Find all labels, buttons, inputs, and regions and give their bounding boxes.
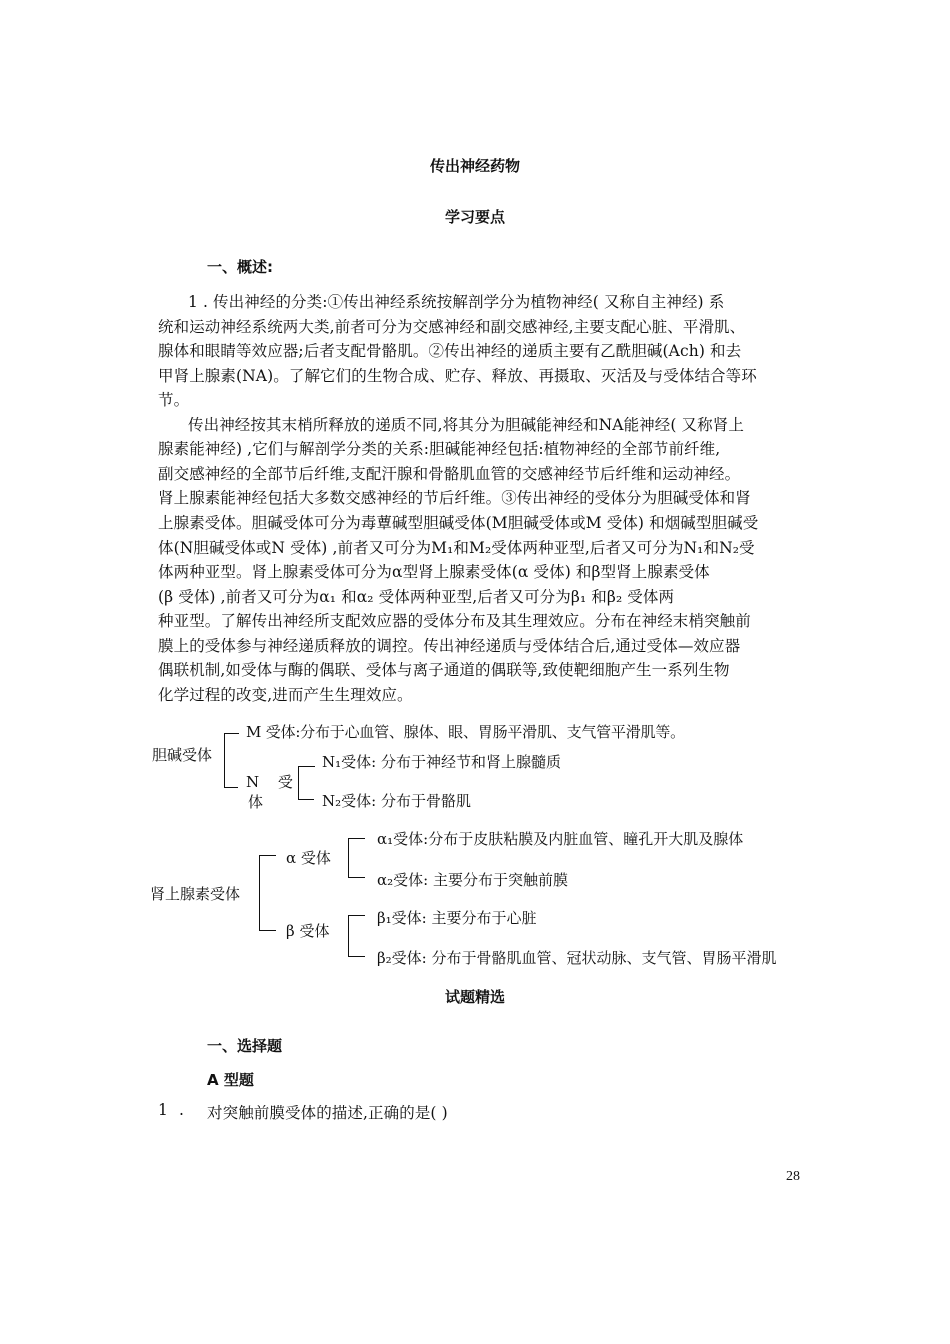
paragraph-line: 节。 [158,391,190,409]
paragraph-line: 体(N胆碱受体或N 受体) ,前者又可分为M₁和M₂受体两种亚型,后者又可分为N₁和N₂受 [158,539,755,557]
bracket-line [298,766,315,767]
m-receptor-label: M 受体:分布于心血管、腺体、眼、胃肠平滑肌、支气管平滑肌等。 [246,723,685,741]
paragraph-line: 偶联机制,如受体与酶的偶联、受体与离子通道的偶联等,致使靶细胞产生一系列生物 [158,661,730,679]
question-number: 1 . [158,1101,185,1119]
question-text: 对突触前膜受体的描述,正确的是( ) [207,1104,448,1122]
paragraph-line: 体两种亚型。肾上腺素受体可分为α型肾上腺素受体(α 受体) 和β型肾上腺素受体 [158,563,710,581]
choice-questions-heading: 一、选择题 [207,1037,283,1055]
n2-receptor-label: N₂受体: 分布于骨骼肌 [322,792,471,810]
n-receptor-label-top: N 受 [246,773,293,791]
bracket-line [259,930,276,931]
paragraph-line: 统和运动神经系统两大类,前者可分为交感神经和副交感神经,主要支配心脏、平滑肌、 [158,318,746,336]
paragraph-line: 传出神经按其末梢所释放的递质不同,将其分为胆碱能神经和NA能神经( 又称肾上 [188,416,744,434]
n-receptor-label-bottom: 体 [248,793,264,811]
bracket-line [224,733,239,734]
adrenergic-receptor-label: 肾上腺素受体 [150,885,241,903]
type-a-heading: A 型题 [207,1071,254,1089]
page-title: 传出神经药物 [429,157,520,175]
paragraph-line: 腺素能神经) ,它们与解剖学分类的关系:胆碱能神经包括:植物神经的全部节前纤维, [158,440,721,458]
page-number: 28 [786,1169,800,1184]
alpha2-receptor-label: α₂受体: 主要分布于突触前膜 [377,871,568,889]
paragraph-line: 膜上的受体参与神经递质释放的调控。传出神经递质与受体结合后,通过受体—效应器 [158,637,741,655]
bracket-line [348,915,349,957]
bracket-line [259,855,276,856]
bracket-line [298,799,314,800]
beta2-receptor-label: β₂受体: 分布于骨骼肌血管、冠状动脉、支气管、胃肠平滑肌 [377,949,777,967]
bracket-line [348,877,365,878]
alpha-receptor-label: α 受体 [286,849,331,867]
overview-heading: 一、概述: [207,258,273,276]
bracket-line [348,838,365,839]
bracket-line [259,855,260,931]
bracket-line [348,956,365,957]
cholinergic-receptor-label: 胆碱受体 [152,746,213,764]
paragraph-line: 种亚型。了解传出神经所支配效应器的受体分布及其生理效应。分布在神经末梢突触前 [158,612,751,630]
bracket-line [348,915,365,916]
paragraph-line: 1 . 传出神经的分类:①传出神经系统按解剖学分为植物神经( 又称自主神经) 系 [188,293,725,311]
section-heading-key-points: 学习要点 [444,208,505,226]
paragraph-line: 上腺素受体。胆碱受体可分为毒蕈碱型胆碱受体(M胆碱受体或M 受体) 和烟碱型胆碱受 [158,514,759,532]
bracket-line [348,838,349,878]
paragraph-line: 化学过程的改变,进而产生生理效应。 [158,686,413,704]
section-heading-questions: 试题精选 [444,988,505,1006]
paragraph-line: (β 受体) ,前者又可分为α₁ 和α₂ 受体两种亚型,后者又可分为β₁ 和β₂ 受体两 [158,588,675,606]
bracket-line [298,766,299,800]
paragraph-line: 肾上腺素能神经包括大多数交感神经的节后纤维。③传出神经的受体分为胆碱受体和肾 [158,489,751,507]
paragraph-line: 腺体和眼睛等效应器;后者支配骨骼肌。②传出神经的递质主要有乙酰胆碱(Ach) 和去 [158,342,742,360]
n1-receptor-label: N₁受体: 分布于神经节和肾上腺髓质 [322,753,561,771]
paragraph-line: 甲肾上腺素(NA)。了解它们的生物合成、贮存、释放、再摄取、灭活及与受体结合等环 [158,367,757,385]
alpha1-receptor-label: α₁受体:分布于皮肤粘膜及内脏血管、瞳孔开大肌及腺体 [377,830,744,848]
bracket-line [224,787,238,788]
paragraph-line: 副交感神经的全部节后纤维,支配汗腺和骨骼肌血管的交感神经节后纤维和运动神经。 [158,465,741,483]
beta-receptor-label: β 受体 [286,922,330,940]
beta1-receptor-label: β₁受体: 主要分布于心脏 [377,909,537,927]
bracket-line [224,733,225,788]
